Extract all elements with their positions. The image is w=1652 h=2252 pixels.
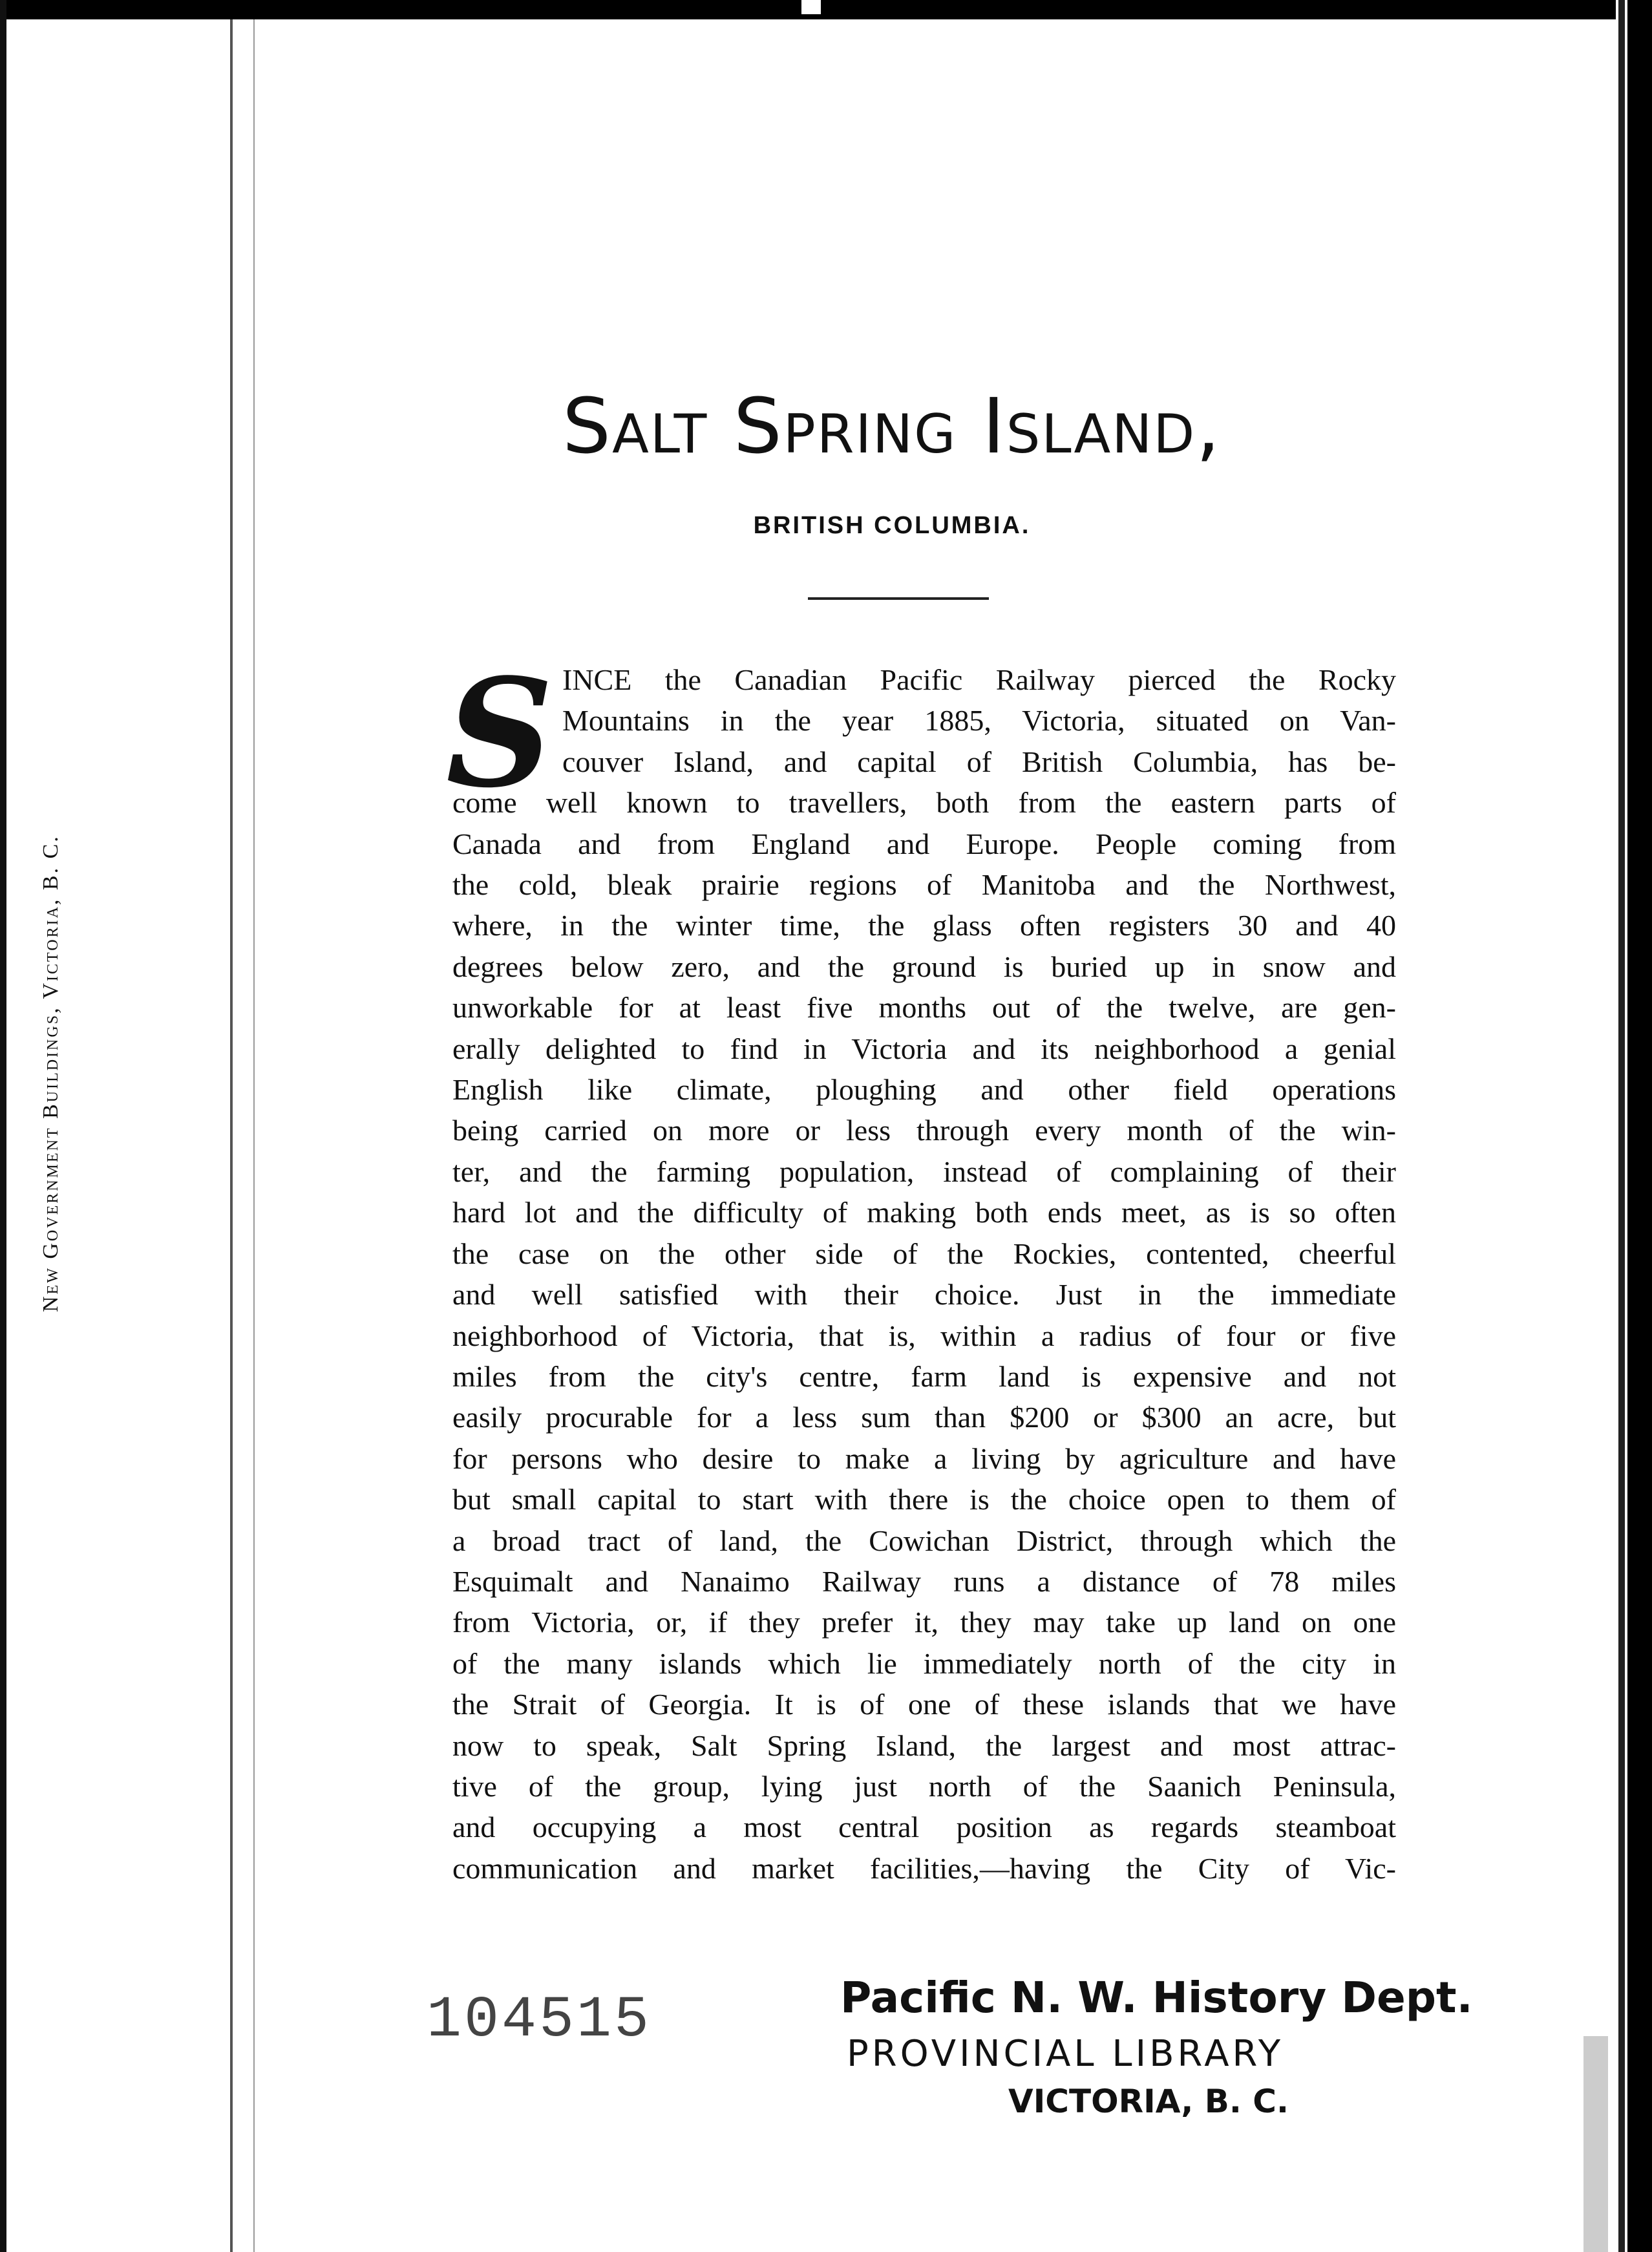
body-line: but small capital to start with there is the choice open to them of <box>452 1483 1396 1516</box>
body-line: degrees below zero, and the ground is buried up in snow and <box>452 950 1396 983</box>
scan-border-right <box>1627 0 1652 2252</box>
body-line: ter, and the farming population, instead of complaining of their <box>452 1154 1396 1188</box>
body-line: hard lot and the difficulty of making both ends meet, as is so often <box>452 1196 1396 1229</box>
body-line: INCE the Canadian Pacific Railway pierced the Rocky <box>562 663 1396 696</box>
drop-cap-initial: S <box>446 646 554 821</box>
body-line: unworkable for at least five months out of the twelve, are gen- <box>452 991 1396 1025</box>
scan-border-right-inner <box>1618 0 1625 2252</box>
body-text <box>452 659 1396 1889</box>
body-line: the cold, bleak prairie regions of Manitoba and the Northwest, <box>452 868 1396 902</box>
body-line: of the many islands which lie immediately north of the city in <box>452 1646 1396 1680</box>
body-line: tive of the group, lying just north of the Saanich Peninsula, <box>452 1769 1396 1803</box>
body-line: couver Island, and capital of British Columbia, has be- <box>562 745 1396 778</box>
body-line: and occupying a most central position as regards steamboat <box>452 1811 1396 1844</box>
body-line: being carried on more or less through every month of the win- <box>452 1114 1396 1147</box>
page-fold-line <box>230 19 233 2252</box>
body-line: where, in the winter time, the glass often registers 30 and 40 <box>452 909 1396 942</box>
body-line: come well known to travellers, both from the eastern parts of <box>452 786 1396 820</box>
scan-border-left <box>0 0 6 2252</box>
body-line: easily procurable for a less sum than $200 or $300 an acre, but <box>452 1401 1396 1434</box>
body-line: now to speak, Salt Spring Island, the largest and most attrac- <box>452 1728 1396 1762</box>
body-line: English like climate, ploughing and other field operations <box>452 1073 1396 1107</box>
body-line: the Strait of Georgia. It is of one of these islands that we have <box>452 1688 1396 1721</box>
body-line: and well satisfied with their choice. Just in the immediate <box>452 1278 1396 1312</box>
body-line: from Victoria, or, if they prefer it, they may take up land on one <box>452 1606 1396 1639</box>
page-fold-line-secondary <box>253 19 255 2252</box>
title-divider <box>808 597 989 600</box>
library-stamp-line-2: PROVINCIAL LIBRARY <box>847 2033 1284 2075</box>
catalog-number: 104515 <box>427 1988 652 2054</box>
page-title: Salt Spring Island, <box>562 381 1222 471</box>
body-line: Mountains in the year 1885, Victoria, situated on Van- <box>562 704 1396 738</box>
scan-shadow <box>1583 2036 1608 2252</box>
body-line: Esquimalt and Nanaimo Railway runs a distance of 78 miles <box>452 1564 1396 1598</box>
body-line: Canada and from England and Europe. People coming from <box>452 827 1396 860</box>
body-line: the case on the other side of the Rockies, contented, cheerful <box>452 1237 1396 1270</box>
body-line: neighborhood of Victoria, that is, within a radius of four or five <box>452 1319 1396 1352</box>
library-stamp-line-1: Pacific N. W. History Dept. <box>840 1973 1473 2023</box>
library-stamp-line-3: VICTORIA, B. C. <box>1008 2083 1289 2120</box>
page-subtitle: BRITISH COLUMBIA. <box>753 512 1031 539</box>
body-line: erally delighted to find in Victoria and its neighborhood a genial <box>452 1032 1396 1065</box>
spine-caption: New Government Buildings, Victoria, B. C. <box>39 834 63 1312</box>
body-line: communication and market facilities,—having the City of Vic- <box>452 1851 1396 1885</box>
body-line: for persons who desire to make a living by agriculture and have <box>452 1441 1396 1475</box>
body-line: a broad tract of land, the Cowichan District, through which the <box>452 1524 1396 1557</box>
body-line: miles from the city's centre, farm land is expensive and not <box>452 1359 1396 1393</box>
scan-border-gap <box>801 0 821 14</box>
